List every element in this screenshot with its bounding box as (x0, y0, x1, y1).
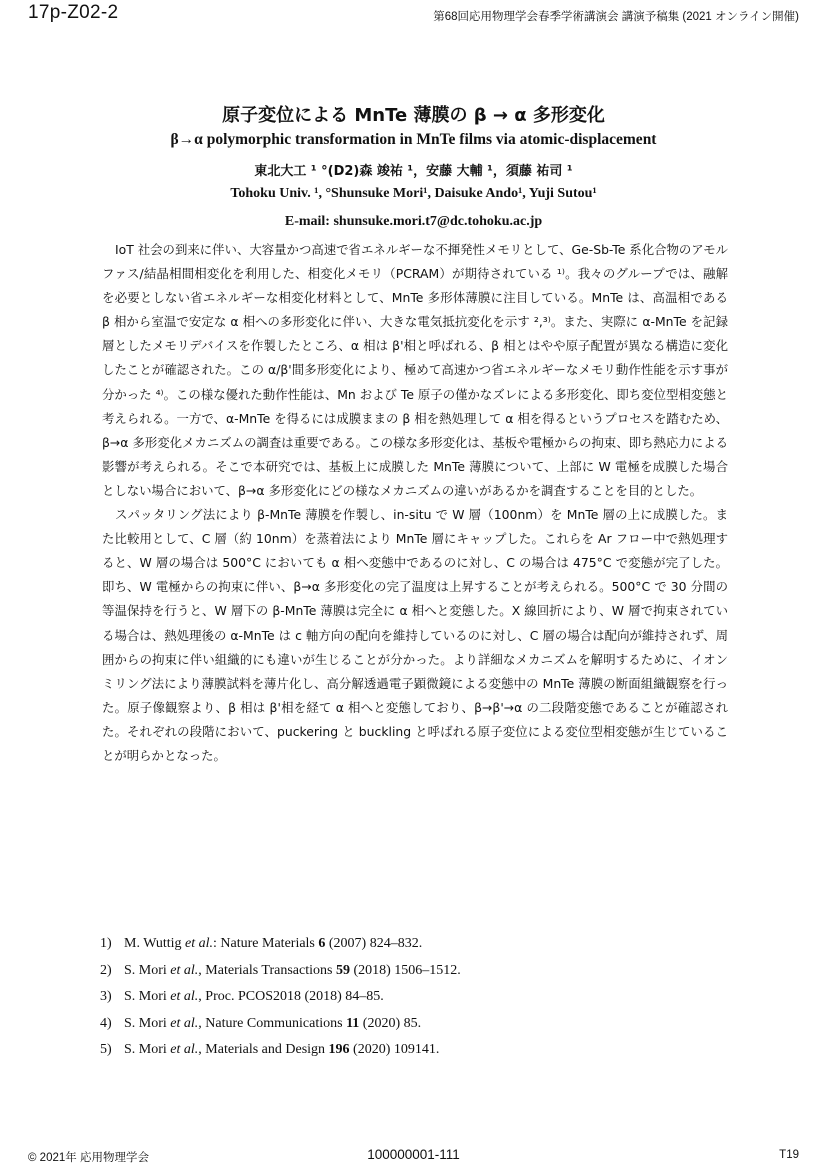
english-title: β→α polymorphic transformation in MnTe films via atomic-displacement (170, 131, 657, 148)
reference-item: 5) S. Mori et al., Materials and Design 196 (2020) 109141. (100, 1042, 440, 1057)
reference-list (100, 931, 750, 1064)
authors-english: Tohoku Univ. ¹, °Shunsuke Mori¹, Daisuke Ando¹, Yuji Sutou¹ (230, 186, 597, 201)
reference-item: 3) S. Mori et al., Proc. PCOS2018 (2018) 84–85. (100, 989, 384, 1004)
page-title: 原子変位による MnTe 薄膜の β → α 多形変化 (222, 105, 605, 126)
paragraph-results: スパッタリング法により β-MnTe 薄膜を作製し、in-situ で W 層（100nm）を MnTe 層の上に成膜した。また比較用として、C 層（約 10nm）を蒸着法により MnTe 層にキャップした。これらを Ar フロー中で熱処理すると、W 層の場合は 500°C においても α 相へ変態中であるのに対し、C の場合は 475°C で変態が完了した。即ち、W 電極からの拘束に伴い、β→α 多形変化の完了温度は上昇することが考えられる。500°C で 30 分間の等温保持を行うと、W 層下の β-MnTe 薄膜は完全に α 相へと変態した。X 線回折により、W 層で拘束されている場合は、熱処理後の α-MnTe は c 軸方向の配向を維持しているのに対し、C 層の場合は配向が維持されず、周囲からの拘束に伴い組織的にも違いが生じることが分かった。より詳細なメカニズムを解明するために、イオンミリング法により薄膜試料を薄片化し、高分解透過電子顕微鏡による変態中の MnTe 薄膜の断面組織観察を行った。原子像観察より、β 相は β'相を経て α 相へと変態しており、β→β'→α の二段階変態であることが確認された。それぞれの段階において、puckering と buckling と呼ばれる原子変位による変位型相変態が生じていることが明らかとなった。 (102, 507, 728, 763)
paragraph-introduction: IoT 社会の到来に伴い、大容量かつ高速で省エネルギーな不揮発性メモリとして、Ge-Sb-Te 系化合物のアモルファス/結晶相間相変化を利用した、相変化メモリ（PCRAM）が期待されている ¹⁾。我々のグループでは、融解を必要としない省エネルギーな相変化材料として、MnTe 多形体薄膜に注目している。MnTe は、高温相である β 相から室温で安定な α 相への多形変化に伴い、大きな電気抵抗変化を示す ²,³⁾。また、実際に α-MnTe を記録層としたメモリデバイスを作製したところ、α 相は β'相と呼ばれる、β 相とはやや原子配置が異なる構造に変化したことが確認された。この α/β'間多形変化により、極めて高速かつ省エネルギーなメモリ動作性能を示す事が分かった ⁴⁾。この様な優れた動作性能は、Mn および Te 原子の僅かなズレによる多形変化、即ち変位型相変態と考えられる。一方で、α-MnTe を得るには成膜ままの β 相を熱処理して α 相を得るというプロセスを踏むため、β→α 多形変化メカニズムの調査は重要である。この様な多形変化は、基板や電極からの拘束、即ち熱応力による影響が考えられる。そこで本研究では、基板上に成膜した MnTe 薄膜について、上部に W 電極を成膜した場合としない場合において、β→α 多形変化にどの様なメカニズムの違いがあるかを調査することを目的とした。 (102, 242, 728, 498)
document-id: 100000001-111 (367, 1147, 460, 1162)
session-code: 17p-Z02-2 (28, 2, 119, 23)
page-number: T19 (779, 1149, 799, 1161)
copyright-notice: © 2021年 応用物理学会 (28, 1152, 149, 1164)
reference-item: 1) M. Wuttig et al.: Nature Materials 6 (2007) 824–832. (100, 936, 423, 951)
reference-item: 4) S. Mori et al., Nature Communications 11 (2020) 85. (100, 1015, 422, 1031)
conference-name: 第68回応用物理学会春季学術講演会 講演予稿集 (2021 オンライン開催) (433, 11, 799, 23)
authors-japanese: 東北大工 ¹ °(D2)森 竣祐 ¹，安藤 大輔 ¹，須藤 祐司 ¹ (254, 164, 573, 179)
abstract-body (102, 238, 728, 768)
reference-item: 2) S. Mori et al., Materials Transactions 59 (2018) 1506–1512. (100, 962, 461, 978)
contact-email: E-mail: shunsuke.mori.t7@dc.tohoku.ac.jp (284, 214, 543, 229)
